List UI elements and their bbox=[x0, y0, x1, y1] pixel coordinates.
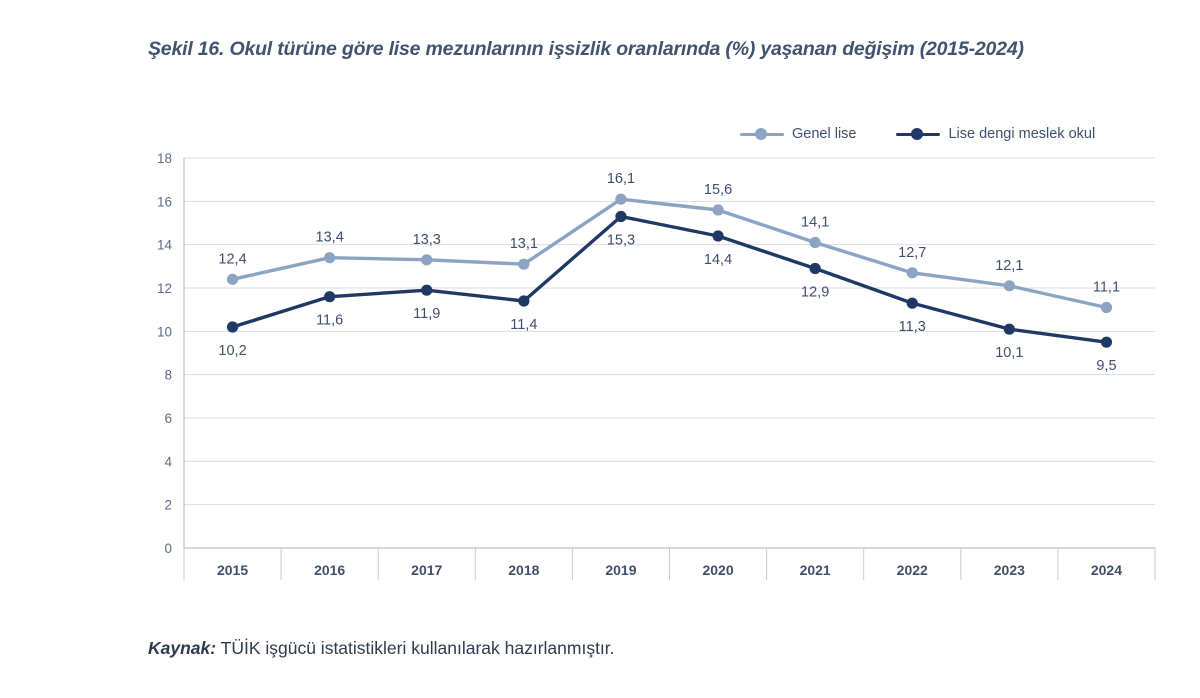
y-axis-tick-label: 0 bbox=[164, 541, 172, 556]
series-point-1 bbox=[227, 274, 238, 285]
data-label-genel-lise: 15,6 bbox=[703, 182, 733, 198]
data-label-lise-dengi: 10,1 bbox=[995, 345, 1024, 362]
data-label-genel-lise: 13,3 bbox=[412, 231, 441, 248]
series-point-2 bbox=[1101, 337, 1112, 348]
series-point-2 bbox=[615, 211, 626, 222]
y-axis-tick-label: 4 bbox=[164, 454, 172, 470]
series-point-1 bbox=[1101, 302, 1112, 313]
series-point-1 bbox=[712, 204, 723, 215]
y-axis-tick-label: 8 bbox=[164, 367, 172, 383]
x-axis-tick-label: 2021 bbox=[799, 562, 831, 578]
data-label-lise-dengi: 10,2 bbox=[218, 343, 247, 359]
data-label-lise-dengi: 11,6 bbox=[316, 312, 344, 329]
series-point-1 bbox=[1004, 280, 1015, 291]
x-axis-tick-label: 2020 bbox=[702, 562, 734, 578]
data-label-lise-dengi: 15,3 bbox=[606, 232, 636, 249]
series-point-2 bbox=[227, 321, 238, 332]
series-point-1 bbox=[421, 254, 432, 265]
x-axis-tick-label: 2019 bbox=[605, 562, 637, 578]
legend-label-lise-dengi-meslek-okul: Lise dengi meslek okul bbox=[948, 126, 1096, 142]
series-point-1 bbox=[324, 252, 335, 263]
series-point-1 bbox=[518, 259, 529, 270]
x-axis-tick-label: 2016 bbox=[314, 562, 346, 578]
legend-label-genel-lise: Genel lise bbox=[792, 126, 857, 142]
source-label: Kaynak: bbox=[148, 638, 217, 658]
data-label-lise-dengi: 14,4 bbox=[703, 252, 733, 268]
series-point-2 bbox=[810, 263, 821, 274]
data-label-genel-lise: 13,1 bbox=[509, 236, 538, 253]
series-point-2 bbox=[712, 230, 723, 241]
data-label-lise-dengi: 9,5 bbox=[1096, 358, 1117, 375]
data-label-lise-dengi: 11,9 bbox=[413, 306, 441, 323]
series-point-2 bbox=[421, 285, 432, 296]
series-point-2 bbox=[518, 295, 529, 306]
series-point-1 bbox=[615, 194, 626, 205]
source-note bbox=[148, 638, 615, 659]
x-axis-tick-label: 2022 bbox=[896, 562, 928, 578]
series-line-2 bbox=[233, 214, 1107, 343]
series-point-2 bbox=[324, 291, 335, 302]
series-line-1 bbox=[233, 199, 1107, 307]
page-title: Şekil 16. Okul türüne göre lise mezunlarının işsizlik oranlarında (%) yaşanan değişim (2015-2024) bbox=[148, 38, 1024, 60]
data-label-genel-lise: 12,4 bbox=[218, 251, 247, 268]
series-point-2 bbox=[1004, 324, 1015, 335]
series-point-1 bbox=[810, 237, 821, 248]
data-label-genel-lise: 12,7 bbox=[898, 244, 927, 261]
y-axis-tick-label: 10 bbox=[156, 324, 172, 340]
x-axis-tick-label: 2017 bbox=[411, 562, 443, 578]
x-axis-tick-label: 2023 bbox=[993, 562, 1025, 578]
y-axis-tick-label: 12 bbox=[156, 281, 172, 296]
source-text: TÜİK işgücü istatistikleri kullanılarak hazırlanmıştır. bbox=[216, 638, 615, 658]
data-label-lise-dengi: 11,4 bbox=[510, 317, 538, 333]
data-label-genel-lise: 13,4 bbox=[315, 229, 344, 246]
data-label-lise-dengi: 12,9 bbox=[801, 284, 830, 301]
data-label-lise-dengi: 11,3 bbox=[898, 319, 926, 336]
data-label-genel-lise: 14,1 bbox=[801, 214, 830, 231]
y-axis-tick-label: 6 bbox=[164, 411, 172, 426]
x-axis-tick-label: 2024 bbox=[1090, 562, 1123, 578]
y-axis-tick-label: 18 bbox=[156, 151, 172, 166]
series-point-2 bbox=[907, 298, 918, 309]
data-label-genel-lise: 12,1 bbox=[995, 257, 1024, 274]
x-axis-tick-label: 2018 bbox=[508, 562, 540, 578]
series-point-1 bbox=[907, 267, 918, 278]
data-label-genel-lise: 16,1 bbox=[606, 171, 636, 188]
data-label-genel-lise: 11,1 bbox=[1092, 279, 1121, 296]
y-axis-tick-label: 2 bbox=[164, 497, 172, 513]
y-axis-tick-label: 16 bbox=[156, 194, 172, 210]
y-axis-tick-label: 14 bbox=[156, 237, 172, 253]
x-axis-tick-label: 2015 bbox=[216, 562, 249, 578]
